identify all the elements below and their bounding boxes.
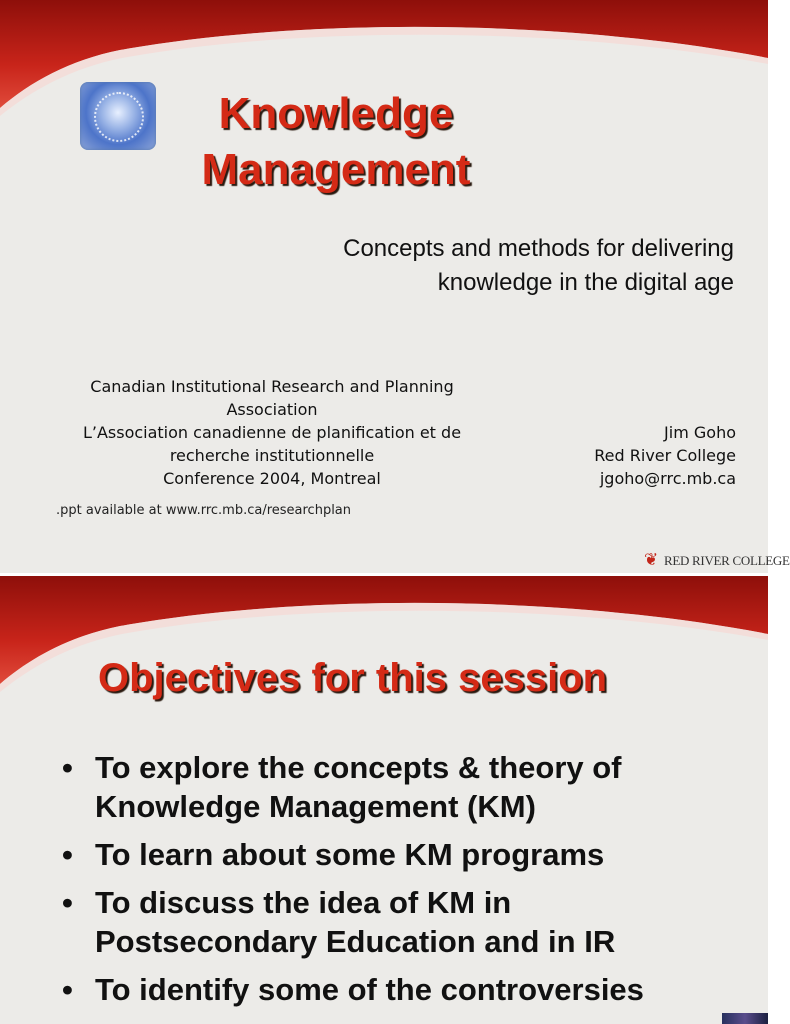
bullet-icon: • <box>62 885 73 920</box>
author-block <box>516 421 736 490</box>
bullet-icon: • <box>62 837 73 872</box>
title-line-2: Management <box>201 145 471 194</box>
list-item <box>60 883 760 961</box>
author-name: Jim Goho <box>664 423 736 442</box>
list-item <box>60 970 760 1009</box>
slide-title: Objectives for this session <box>98 656 608 700</box>
subtitle-line-2: knowledge in the digital age <box>437 269 734 296</box>
bullet-text: To discuss the idea of KM in <box>95 885 512 920</box>
slide-title <box>176 86 496 198</box>
rrc-flame-icon: ❦ <box>644 550 659 570</box>
subtitle <box>214 232 734 300</box>
title-line-1: Knowledge <box>218 89 454 138</box>
association-line: Canadian Institutional Research and Planning <box>90 377 454 396</box>
objectives-list <box>60 748 760 1018</box>
red-river-college-logo <box>640 550 790 572</box>
bullet-icon: • <box>62 972 73 1007</box>
list-item <box>60 835 760 874</box>
bullet-icon: • <box>62 750 73 785</box>
association-line: L’Association canadienne de planification et de <box>82 423 462 442</box>
association-line: recherche institutionnelle <box>169 446 375 465</box>
association-line: Association <box>226 400 318 419</box>
bullet-text: To learn about some KM programs <box>95 837 605 872</box>
ppt-availability-note: .ppt available at www.rrc.mb.ca/researchplan <box>56 503 352 518</box>
association-block <box>40 375 504 490</box>
subtitle-line-1: Concepts and methods for delivering <box>343 235 734 262</box>
bullet-text: To explore the concepts & theory of <box>95 750 622 785</box>
corner-image <box>722 1013 768 1024</box>
author-college: Red River College <box>594 446 736 465</box>
bullet-text: To identify some of the controversies <box>95 972 644 1007</box>
bullet-text: Knowledge Management (KM) <box>95 789 536 824</box>
globe-logo-icon <box>80 82 156 150</box>
list-item <box>60 748 760 826</box>
objectives-slide <box>0 576 768 1024</box>
bullet-text: Postsecondary Education and in IR <box>95 924 616 959</box>
author-email: jgoho@rrc.mb.ca <box>599 469 736 488</box>
rrc-logo-text: RED RIVER COLLEGE <box>664 553 790 568</box>
association-line: Conference 2004, Montreal <box>163 469 381 488</box>
